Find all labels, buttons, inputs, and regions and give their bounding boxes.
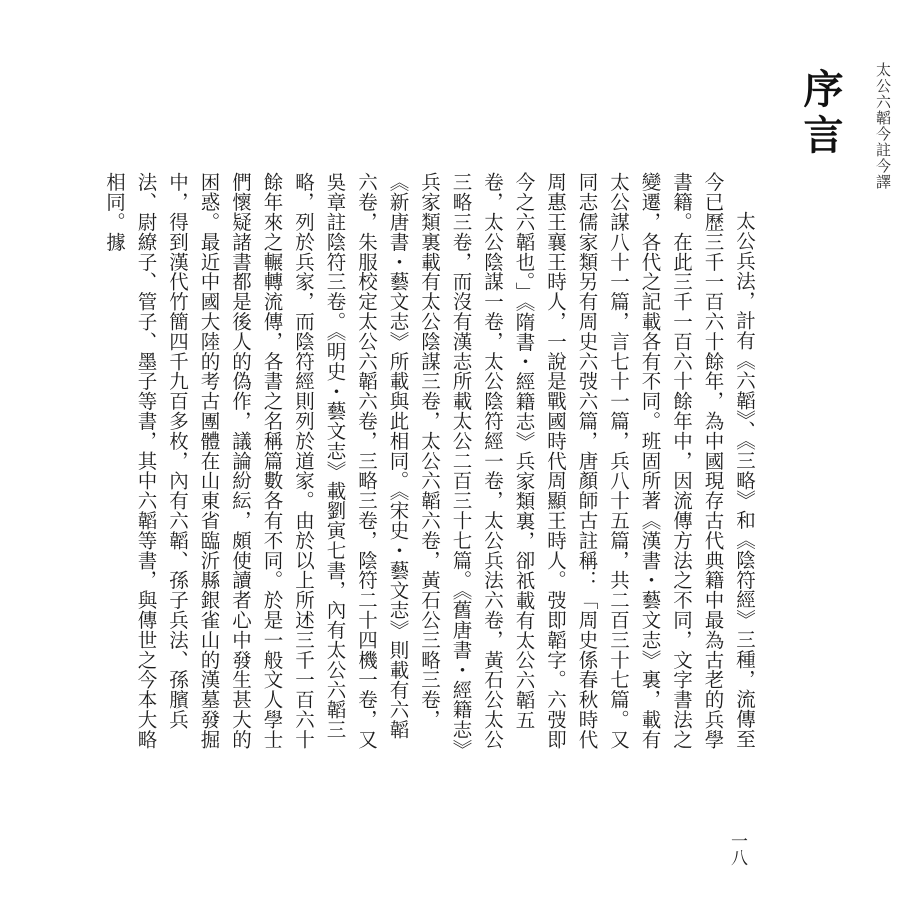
page-title: 序言: [797, 68, 844, 160]
running-head: 太公六韜今註今譯: [874, 62, 892, 190]
body-text: [103, 172, 760, 752]
paragraph: 太公兵法，計有《六韜》、《三略》和《陰符經》三種，流傳至今已歷三千一百六十餘年，為中國現存古代典籍中最為古老的兵學書籍。在此三千一百六十餘年中，因流傳方法之不同，文字書法之變遷，各代之記載各有不同。班固所著《漢書・藝文志》裏，載有太公謀八十一篇，言七十一篇，兵八十五篇，共二百三十七篇。又同志儒家類另有周史六弢六篇，唐顏師古註稱：「周史係春秋時代周惠王襄王時人，一說是戰國時代周顯王時人。弢即韜字。六弢即今之六韜也。」《隋書・經籍志》兵家類裏，卻祇載有太公六韜五卷，太公陰謀一卷，太公陰符經一卷，太公兵法六卷，黃石公太公三略三卷，而沒有漢志所載太公二百三十七篇。《舊唐書・經籍志》兵家類裏載有太公陰謀三卷，太公六韜六卷，黃石公三略三卷，《新唐書・藝文志》所載與此相同。《宋史・藝文志》則載有六韜六卷，朱服校定太公六韜六卷，三略三卷，陰符二十四機一卷，又吳章註陰符三卷。《明史・藝文志》載劉寅七書，內有太公六韜三略，列於兵家，而陰符經則列於道家。由於以上所述三千一百六十餘年來之輾轉流傳，各書之名稱篇數各有不同。於是一般文人學士們懷疑諸書都是後人的偽作，議論紛紜，頗使讀者心中發生甚大的困惑。最近中國大陸的考古團體在山東省臨沂縣銀雀山的漢墓發掘中，得到漢代竹簡四千九百多枚，內有六韜、孫子兵法、孫臏兵法、尉繚子、管子、墨子等書，其中六韜等書，與傳世之今本大略相同。據: [103, 172, 756, 750]
page-number: 一八: [727, 832, 747, 866]
